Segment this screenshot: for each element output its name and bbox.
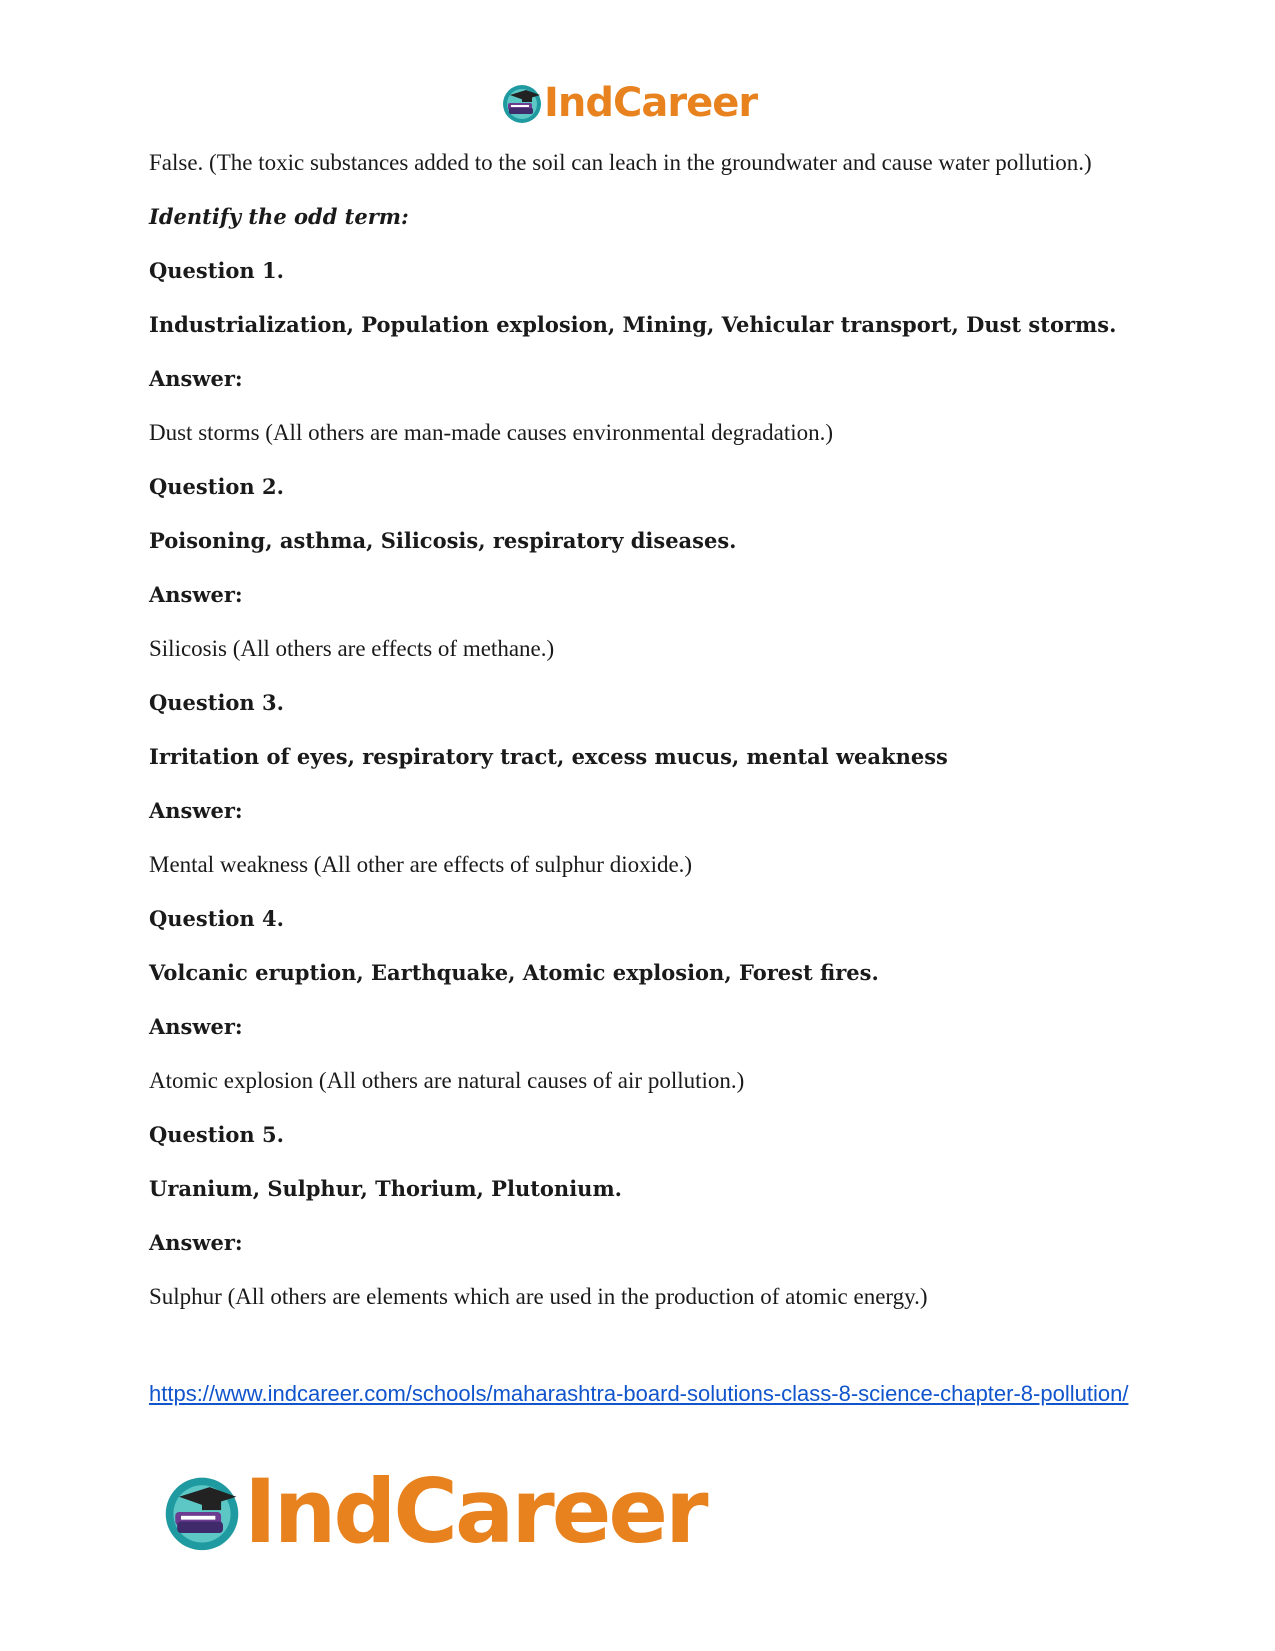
question-label: Question 2. bbox=[149, 474, 284, 499]
question-label: Question 4. bbox=[149, 906, 284, 931]
question-terms: Uranium, Sulphur, Thorium, Plutonium. bbox=[149, 1176, 622, 1201]
answer-text: Sulphur (All others are elements which are used in the production of atomic energy.) bbox=[149, 1284, 928, 1309]
question-terms: Volcanic eruption, Earthquake, Atomic explosion, Forest fires. bbox=[149, 960, 879, 985]
question-terms: Irritation of eyes, respiratory tract, excess mucus, mental weakness bbox=[149, 744, 948, 769]
header-logo bbox=[500, 78, 757, 128]
footer-logo bbox=[160, 1462, 706, 1562]
section-heading: Identify the odd term: bbox=[149, 204, 409, 229]
source-link[interactable]: https://www.indcareer.com/schools/maharashtra-board-solutions-class-8-science-chapter-8-pollution/ bbox=[149, 1381, 1129, 1406]
answer-label: Answer: bbox=[149, 798, 243, 823]
question-terms: Poisoning, asthma, Silicosis, respiratory diseases. bbox=[149, 528, 737, 553]
answer-text: Mental weakness (All other are effects of sulphur dioxide.) bbox=[149, 852, 693, 877]
answer-text: Silicosis (All others are effects of methane.) bbox=[149, 636, 555, 661]
brand-wordmark: IndCareer bbox=[544, 80, 758, 126]
answer-label: Answer: bbox=[149, 1230, 243, 1255]
answer-label: Answer: bbox=[149, 366, 243, 391]
graduation-book-icon bbox=[160, 1470, 244, 1554]
document-body bbox=[149, 148, 1139, 1311]
question-label: Question 1. bbox=[149, 258, 284, 283]
brand-wordmark: IndCareer bbox=[244, 1460, 706, 1563]
graduation-book-icon bbox=[500, 81, 544, 125]
question-label: Question 3. bbox=[149, 690, 284, 715]
intro-text: False. (The toxic substances added to the soil can leach in the groundwater and cause water pollution.) bbox=[149, 150, 1092, 175]
question-terms: Industrialization, Population explosion, Mining, Vehicular transport, Dust storms. bbox=[149, 312, 1117, 337]
question-label: Question 5. bbox=[149, 1122, 284, 1147]
answer-text: Dust storms (All others are man-made causes environmental degradation.) bbox=[149, 420, 834, 445]
answer-label: Answer: bbox=[149, 582, 243, 607]
answer-text: Atomic explosion (All others are natural causes of air pollution.) bbox=[149, 1068, 745, 1093]
answer-label: Answer: bbox=[149, 1014, 243, 1039]
